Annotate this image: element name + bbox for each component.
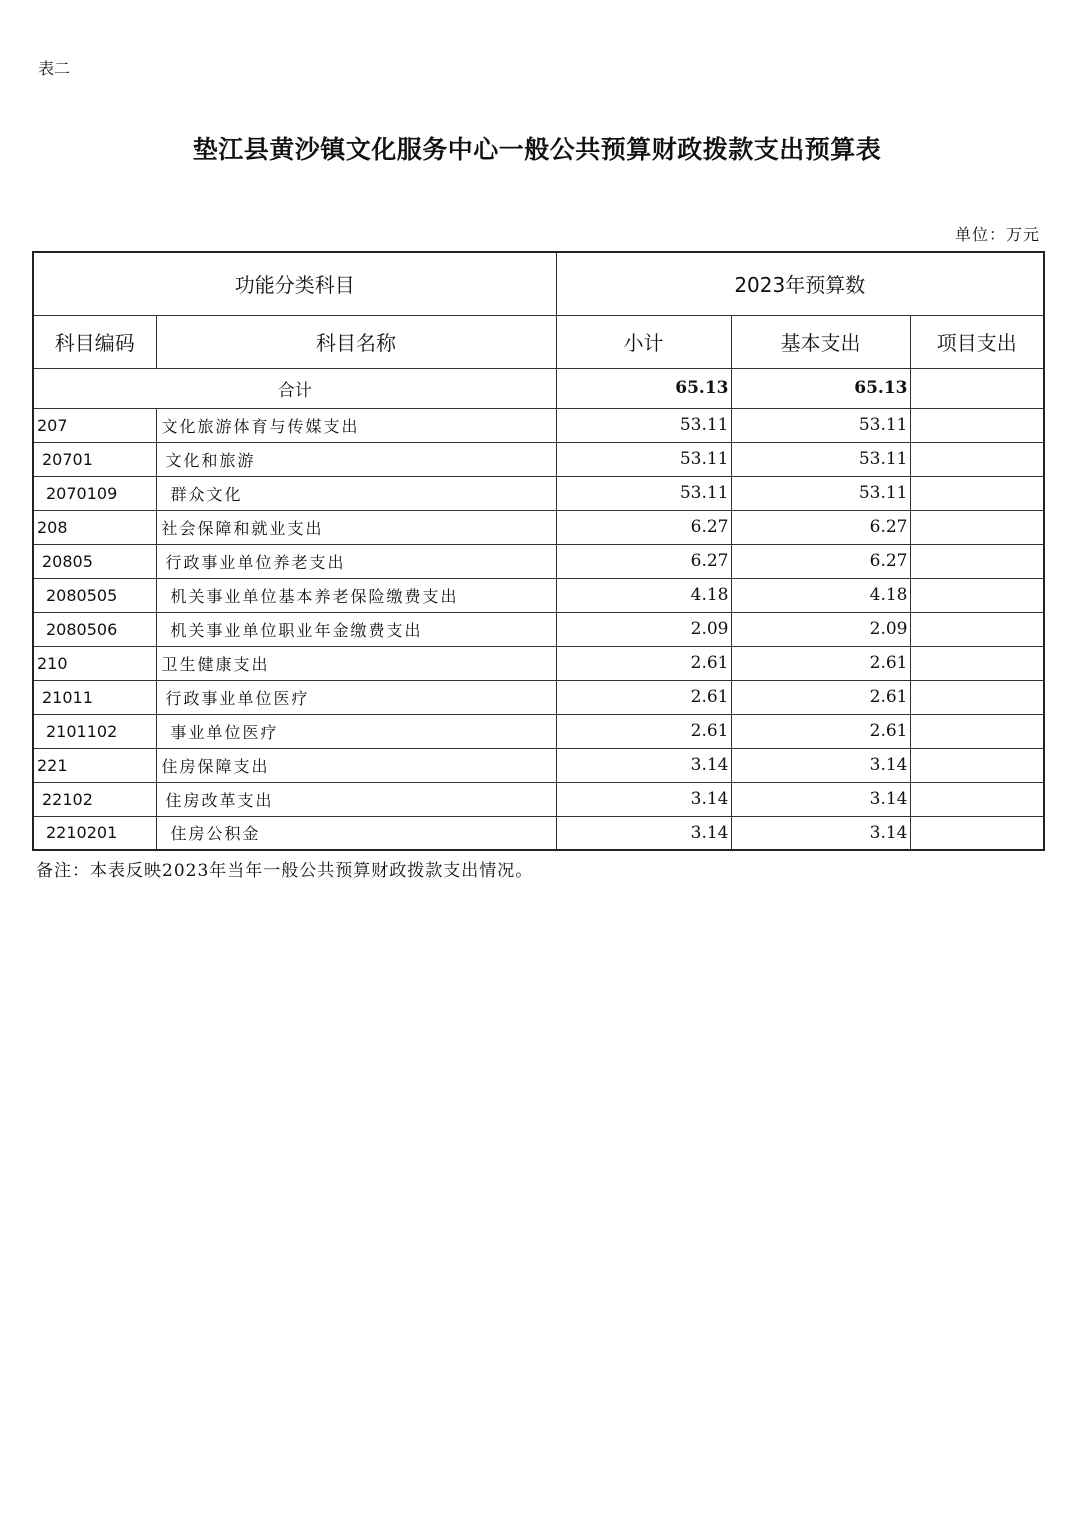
project-cell xyxy=(910,680,1044,714)
project-cell xyxy=(910,748,1044,782)
project-cell xyxy=(910,816,1044,850)
subject-name: 文化旅游体育与传媒支出 xyxy=(156,408,556,442)
header-project-expenditure: 项目支出 xyxy=(910,315,1044,368)
table-row xyxy=(33,748,1044,782)
subtotal-cell: 6.27 xyxy=(556,510,731,544)
footnote: 备注：本表反映2023年当年一般公共预算财政拨款支出情况。 xyxy=(36,861,534,881)
subject-code: 208 xyxy=(33,510,156,544)
subtotal-cell: 3.14 xyxy=(556,782,731,816)
table-row xyxy=(33,646,1044,680)
project-cell xyxy=(910,408,1044,442)
subject-code: 20805 xyxy=(33,544,156,578)
subtotal-cell: 2.61 xyxy=(556,680,731,714)
subject-code: 2080506 xyxy=(33,612,156,646)
header-subtotal: 小计 xyxy=(556,315,731,368)
subtotal-cell: 6.27 xyxy=(556,544,731,578)
budget-table xyxy=(32,251,1045,851)
basic-cell: 6.27 xyxy=(731,544,910,578)
table-row xyxy=(33,578,1044,612)
project-cell xyxy=(910,612,1044,646)
subject-name: 住房改革支出 xyxy=(156,782,556,816)
header-basic-expenditure: 基本支出 xyxy=(731,315,910,368)
table-row xyxy=(33,544,1044,578)
subtotal-cell: 2.61 xyxy=(556,714,731,748)
subject-name: 事业单位医疗 xyxy=(156,714,556,748)
basic-cell: 6.27 xyxy=(731,510,910,544)
project-cell xyxy=(910,646,1044,680)
subject-name: 住房保障支出 xyxy=(156,748,556,782)
subject-name: 社会保障和就业支出 xyxy=(156,510,556,544)
total-row xyxy=(33,368,1044,408)
table-row xyxy=(33,680,1044,714)
subtotal-cell: 3.14 xyxy=(556,748,731,782)
basic-cell: 53.11 xyxy=(731,442,910,476)
header-function-classification: 功能分类科目 xyxy=(33,252,556,315)
table-row xyxy=(33,476,1044,510)
subject-name: 住房公积金 xyxy=(156,816,556,850)
subtotal-cell: 53.11 xyxy=(556,442,731,476)
table-row xyxy=(33,408,1044,442)
subject-code: 21011 xyxy=(33,680,156,714)
total-basic: 65.13 xyxy=(731,368,910,408)
unit-label: 单位：万元 xyxy=(954,225,1040,244)
subtotal-cell: 4.18 xyxy=(556,578,731,612)
basic-cell: 4.18 xyxy=(731,578,910,612)
document-label: 表二 xyxy=(38,59,71,78)
basic-cell: 3.14 xyxy=(731,748,910,782)
table-row xyxy=(33,442,1044,476)
basic-cell: 2.61 xyxy=(731,680,910,714)
header-budget-2023: 2023年预算数 xyxy=(556,252,1044,315)
basic-cell: 53.11 xyxy=(731,476,910,510)
project-cell xyxy=(910,476,1044,510)
subject-name: 机关事业单位职业年金缴费支出 xyxy=(156,612,556,646)
subject-code: 207 xyxy=(33,408,156,442)
basic-cell: 3.14 xyxy=(731,816,910,850)
subject-code: 210 xyxy=(33,646,156,680)
project-cell xyxy=(910,782,1044,816)
header-subject-code: 科目编码 xyxy=(33,315,156,368)
subject-code: 22102 xyxy=(33,782,156,816)
subject-code: 2101102 xyxy=(33,714,156,748)
project-cell xyxy=(910,510,1044,544)
basic-cell: 2.09 xyxy=(731,612,910,646)
total-project xyxy=(910,368,1044,408)
subject-name: 文化和旅游 xyxy=(156,442,556,476)
page-title: 垫江县黄沙镇文化服务中心一般公共预算财政拨款支出预算表 xyxy=(192,135,882,164)
basic-cell: 2.61 xyxy=(731,646,910,680)
subject-code: 20701 xyxy=(33,442,156,476)
subtotal-cell: 3.14 xyxy=(556,816,731,850)
table-row xyxy=(33,782,1044,816)
subject-name: 卫生健康支出 xyxy=(156,646,556,680)
header-subject-name: 科目名称 xyxy=(156,315,556,368)
total-subtotal: 65.13 xyxy=(556,368,731,408)
subject-code: 2070109 xyxy=(33,476,156,510)
basic-cell: 2.61 xyxy=(731,714,910,748)
subject-name: 行政事业单位养老支出 xyxy=(156,544,556,578)
subtotal-cell: 53.11 xyxy=(556,476,731,510)
basic-cell: 3.14 xyxy=(731,782,910,816)
subtotal-cell: 53.11 xyxy=(556,408,731,442)
subject-name: 行政事业单位医疗 xyxy=(156,680,556,714)
project-cell xyxy=(910,714,1044,748)
subject-code: 2080505 xyxy=(33,578,156,612)
subtotal-cell: 2.61 xyxy=(556,646,731,680)
table-row xyxy=(33,714,1044,748)
table-row xyxy=(33,510,1044,544)
project-cell xyxy=(910,442,1044,476)
basic-cell: 53.11 xyxy=(731,408,910,442)
subject-name: 机关事业单位基本养老保险缴费支出 xyxy=(156,578,556,612)
table-row xyxy=(33,816,1044,850)
total-label: 合计 xyxy=(33,368,556,408)
subtotal-cell: 2.09 xyxy=(556,612,731,646)
subject-name: 群众文化 xyxy=(156,476,556,510)
subject-code: 221 xyxy=(33,748,156,782)
table-row xyxy=(33,612,1044,646)
project-cell xyxy=(910,544,1044,578)
subject-code: 2210201 xyxy=(33,816,156,850)
project-cell xyxy=(910,578,1044,612)
